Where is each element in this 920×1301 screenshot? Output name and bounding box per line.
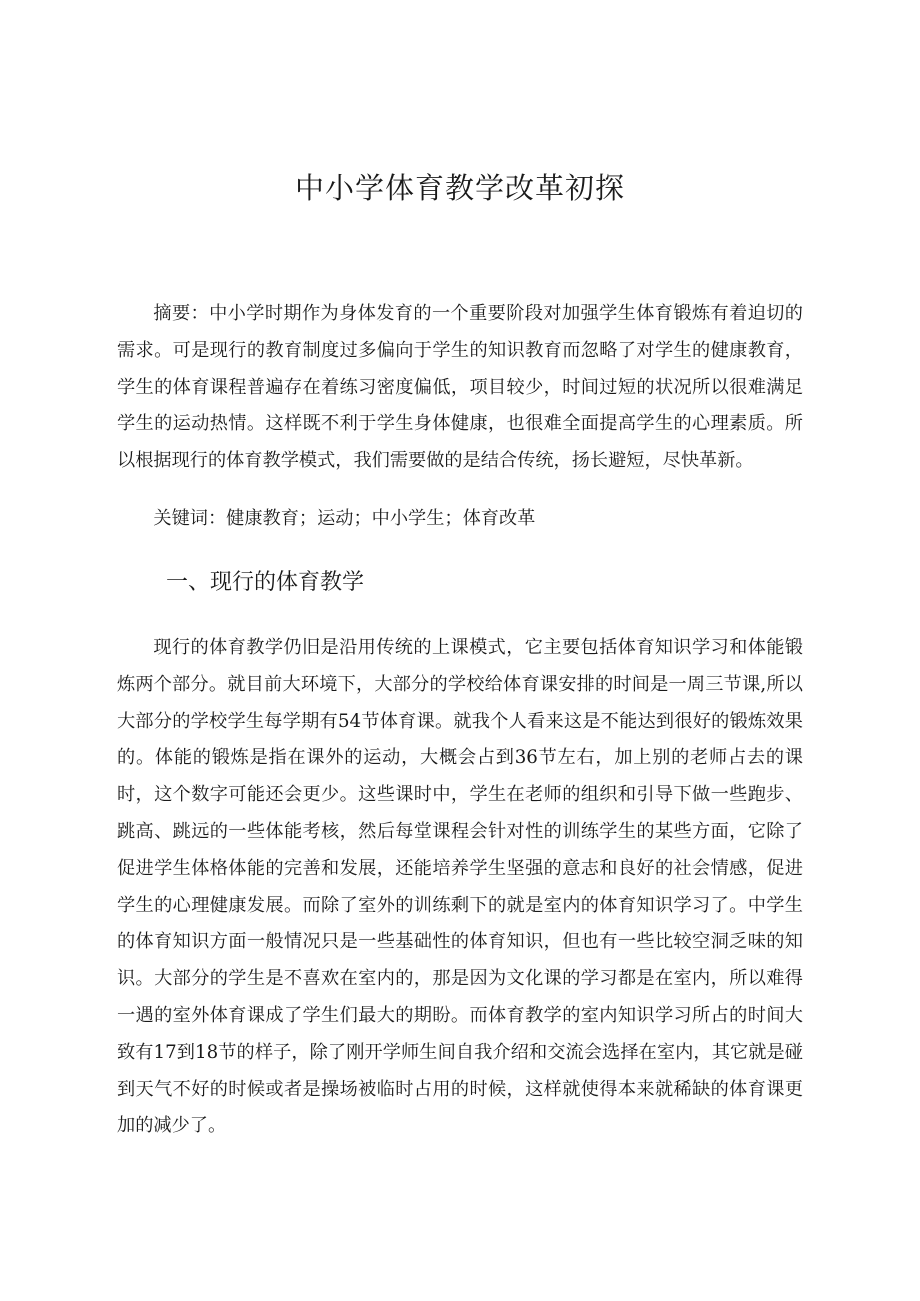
keywords-line: 关键词：健康教育；运动；中小学生；体育改革: [153, 508, 536, 529]
document-title: 中小学体育教学改革初探: [294, 171, 625, 205]
section-heading: 一、现行的体育教学: [166, 570, 365, 595]
abstract-paragraph: 摘要：中小学时期作为身体发育的一个重要阶段对加强学生体育锻炼有着迫切的需求。可是现行的教育制度过多偏向于学生的知识教育而忽略了对学生的健康教育，学生的体育课程普遍存在着练习密度偏低，项目较少，时间过短的状况所以很难满足学生的运动热情。这样既不利于学生身体健康，也很难全面提高学生的心理素质。所以根据现行的体育教学模式，我们需要做的是结合传统，扬长避短，尽快革新。: [117, 303, 803, 472]
body-paragraph: 现行的体育教学仍旧是沿用传统的上课模式，它主要包括体育知识学习和体能锻炼两个部分。就目前大环境下，大部分的学校给体育课安排的时间是一周三节课,所以大部分的学校学生每学期有54节体育课。就我个人看来这是不能达到很好的锻炼效果的。体能的锻炼是指在课外的运动，大概会占到36节左右，加上别的老师占去的课时，这个数字可能还会更少。这些课时中，学生在老师的组织和引导下做一些跑步、跳高、跳远的一些体能考核，然后每堂课程会针对性的训练学生的某些方面，它除了促进学生体格体能的完善和发展，还能培养学生坚强的意志和良好的社会情感，促进学生的心理健康发展。而除了室外的训练剩下的就是室内的体育知识学习了。中学生的体育知识方面一般情况只是一些基础性的体育知识，但也有一些比较空洞乏味的知识。大部分的学生是不喜欢在室内的，那是因为文化课的学习都是在室内，所以难得一遇的室外体育课成了学生们最大的期盼。而体育教学的室内知识学习所占的时间大致有17到18节的样子，除了刚开学师生间自我介绍和交流会选择在室内，其它就是碰到天气不好的时候或者是操场被临时占用的时候，这样就使得本来就稀缺的体育课更加的减少了。: [117, 637, 803, 1137]
